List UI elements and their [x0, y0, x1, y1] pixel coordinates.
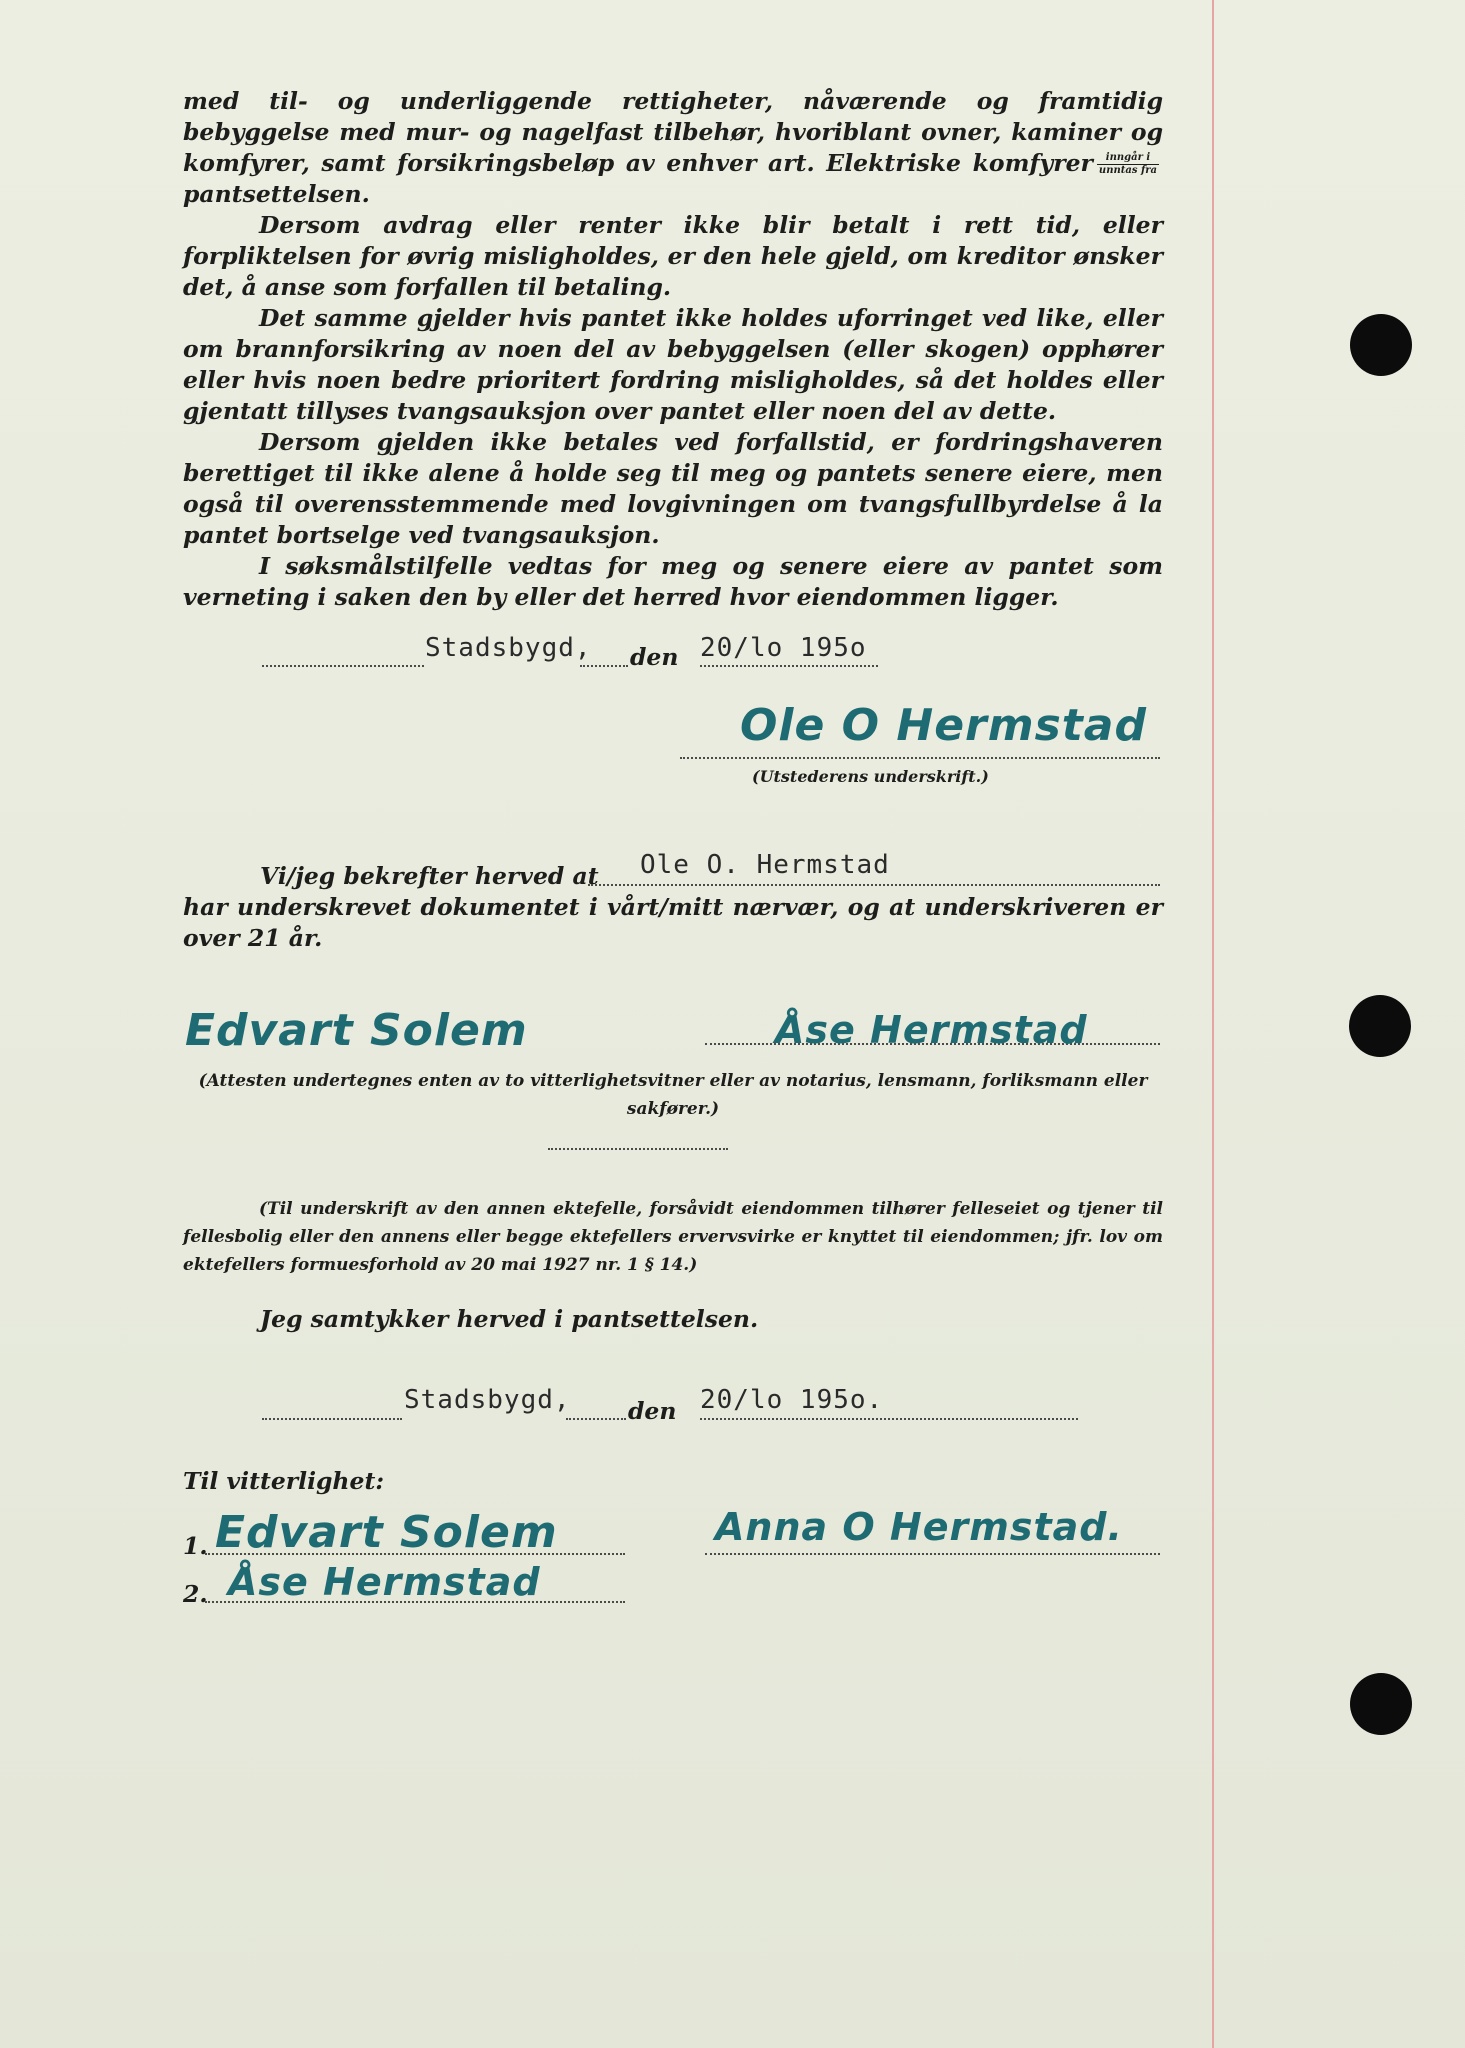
dotted-line [700, 665, 878, 667]
den-label-1: den [630, 643, 679, 671]
witness-signature-1: Edvart Solem [185, 1005, 528, 1056]
witness-signature-2: Åse Hermstad [775, 1008, 1088, 1052]
date-2: 20/lo 195o. [700, 1385, 884, 1415]
attest-note: (Attesten undertegnes enten av to vitterlighetsvitner eller av notarius, lensmann, forliksmann eller sakfører.) [198, 1071, 1148, 1119]
dotted-line [566, 1418, 626, 1420]
consent-text: Jeg samtykker herved i pantsettelsen. [260, 1305, 759, 1333]
witness-number-1: 1. [183, 1532, 208, 1560]
spouse-note: (Til underskrift av den annen ektefelle, forsåvidt eiendommen tilhører felleseiet og tjener til fellesbolig eller den annens eller begge ektefellers ervervsvirke er knyttet til eiendommen; jfr. lov om ektefellers formuesforhold av 20 mai 1927 nr. 1 § 14.) [183, 1199, 1163, 1275]
mortgage-terms [183, 86, 1163, 613]
dotted-line [588, 884, 1160, 886]
dotted-line [700, 1418, 1078, 1420]
punch-hole [1350, 314, 1412, 376]
signature-line [705, 1553, 1160, 1555]
place-2: Stadsbygd, [404, 1385, 571, 1415]
paragraph-4: Dersom gjelden ikke betales ved forfallstid, er fordringshaveren berettiget til ikke alene å holde seg til meg og pantets senere eiere, men også til overensstemmende med lovgivningen om tvangsfullbyrdelse å la pantet bortselge ved tvangsauksjon. [183, 428, 1163, 549]
dotted-line [580, 665, 628, 667]
separator [548, 1148, 728, 1150]
spouse-signature: Anna O Hermstad. [715, 1505, 1123, 1549]
confirmation-prefix: Vi/jeg bekrefter herved at [260, 862, 599, 890]
punch-hole [1350, 1673, 1412, 1735]
dotted-line [262, 665, 424, 667]
confirmation-text: har underskrevet dokumentet i vårt/mitt nærvær, og at underskriveren er over 21 år. [183, 893, 1163, 952]
paragraph-3: Det samme gjelder hvis pantet ikke holdes uforringet ved like, eller om brannforsikring av noen del av bebyggelsen (eller skogen) opphører eller hvis noen bedre prioritert fordring misligholdes, så det holdes eller gjentatt tillyses tvangsauksjon over pantet eller noen del av dette. [183, 304, 1163, 425]
vitterlighet-signature-2: Åse Hermstad [228, 1560, 541, 1604]
vitterlighet-signature-1: Edvart Solem [215, 1507, 558, 1558]
paragraph-2: Dersom avdrag eller renter ikke blir betalt i rett tid, eller forpliktelsen for øvrig misligholdes, er den hele gjeld, om kreditor ønsker det, å anse som forfallen til betaling. [183, 211, 1163, 301]
punch-hole [1349, 995, 1411, 1057]
fraction-choice: $\frac{\text{inngår i}}{\text{unntas fra}}$ [1098, 152, 1157, 176]
dotted-line [262, 1418, 402, 1420]
den-label-2: den [628, 1397, 677, 1425]
paragraph-1: med til- og underliggende rettigheter, nåværende og framtidig bebyggelse med mur- og nagelfast tilbehør, hvoriblant ovner, kaminer og komfyrer, samt forsikringsbeløp av enhver art. Elektriske komfyrer $\frac{\text{inngår i}}{\text{unntas fra}}$ pantsettelsen. [183, 87, 1163, 208]
date-1: 20/lo 195o [700, 633, 867, 663]
confirmed-name: Ole O. Hermstad [640, 850, 890, 880]
witness-number-2: 2. [183, 1580, 208, 1608]
place-1: Stadsbygd, [425, 633, 592, 663]
vitterlighet-label: Til vitterlighet: [183, 1467, 385, 1495]
issuer-signature: Ole O Hermstad [740, 700, 1147, 751]
issuer-caption: (Utstederens underskrift.) [752, 767, 989, 786]
signature-line [680, 757, 1160, 759]
margin-line [1212, 0, 1214, 2048]
paragraph-5: I søksmålstilfelle vedtas for meg og senere eiere av pantet som verneting i saken den by eller det herred hvor eiendommen ligger. [183, 552, 1163, 611]
